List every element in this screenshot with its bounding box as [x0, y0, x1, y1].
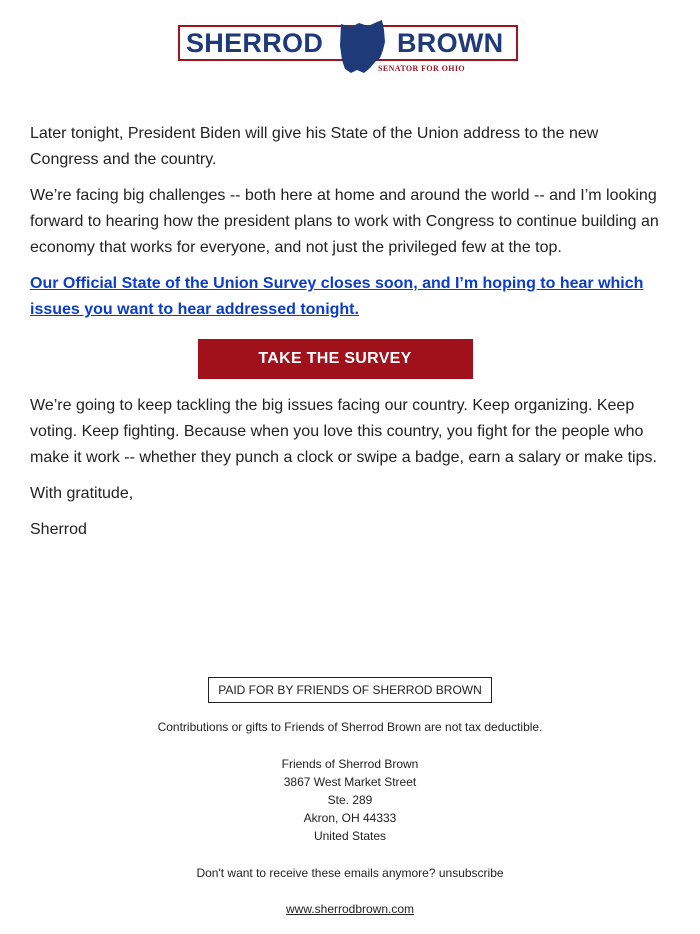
mailing-address — [0, 755, 700, 845]
paragraph-closing: We’re going to keep tackling the big issues facing our country. Keep organizing. Keep voting. Keep fighting. Because when you love this country, you fight for the people who make it work -- whether they punch a clock or swipe a badge, earn a salary or make tips. — [30, 397, 657, 466]
address-street: 3867 West Market Street — [283, 775, 417, 789]
address-city: Akron, OH 44333 — [303, 811, 397, 825]
address-suite: Ste. 289 — [327, 793, 373, 807]
logo-tagline: SENATOR FOR OHIO — [378, 64, 466, 73]
email-body — [30, 121, 670, 553]
signoff: With gratitude, — [30, 485, 134, 502]
signature: Sherrod — [30, 521, 87, 538]
paid-for-disclaimer: PAID FOR BY FRIENDS OF SHERROD BROWN — [208, 677, 492, 703]
logo-last-name: BROWN — [397, 28, 504, 58]
sherrod-brown-logo — [178, 18, 522, 73]
tax-disclaimer: Contributions or gifts to Friends of Sherrod Brown are not tax deductible. — [157, 720, 543, 734]
address-org: Friends of Sherrod Brown — [281, 757, 419, 771]
take-survey-button[interactable]: TAKE THE SURVEY — [198, 339, 473, 379]
paragraph-intro: Later tonight, President Biden will give his State of the Union address to the new Congress and the country. — [30, 125, 599, 168]
survey-link[interactable]: Our Official State of the Union Survey closes soon, and I’m hoping to hear which issues you want to hear addressed tonight. — [30, 275, 644, 318]
unsubscribe-text[interactable]: Don't want to receive these emails anymore? unsubscribe — [196, 866, 504, 880]
paragraph-challenges: We’re facing big challenges -- both here at home and around the world -- and I’m looking forward to hearing how the president plans to work with Congress to continue building an economy that works for everyone, and not just the privileged few at the top. — [30, 187, 659, 256]
email-footer — [0, 677, 700, 917]
logo-first-name: SHERROD — [186, 28, 324, 58]
website-link[interactable]: www.sherrodbrown.com — [285, 902, 415, 916]
address-country: United States — [313, 829, 387, 843]
